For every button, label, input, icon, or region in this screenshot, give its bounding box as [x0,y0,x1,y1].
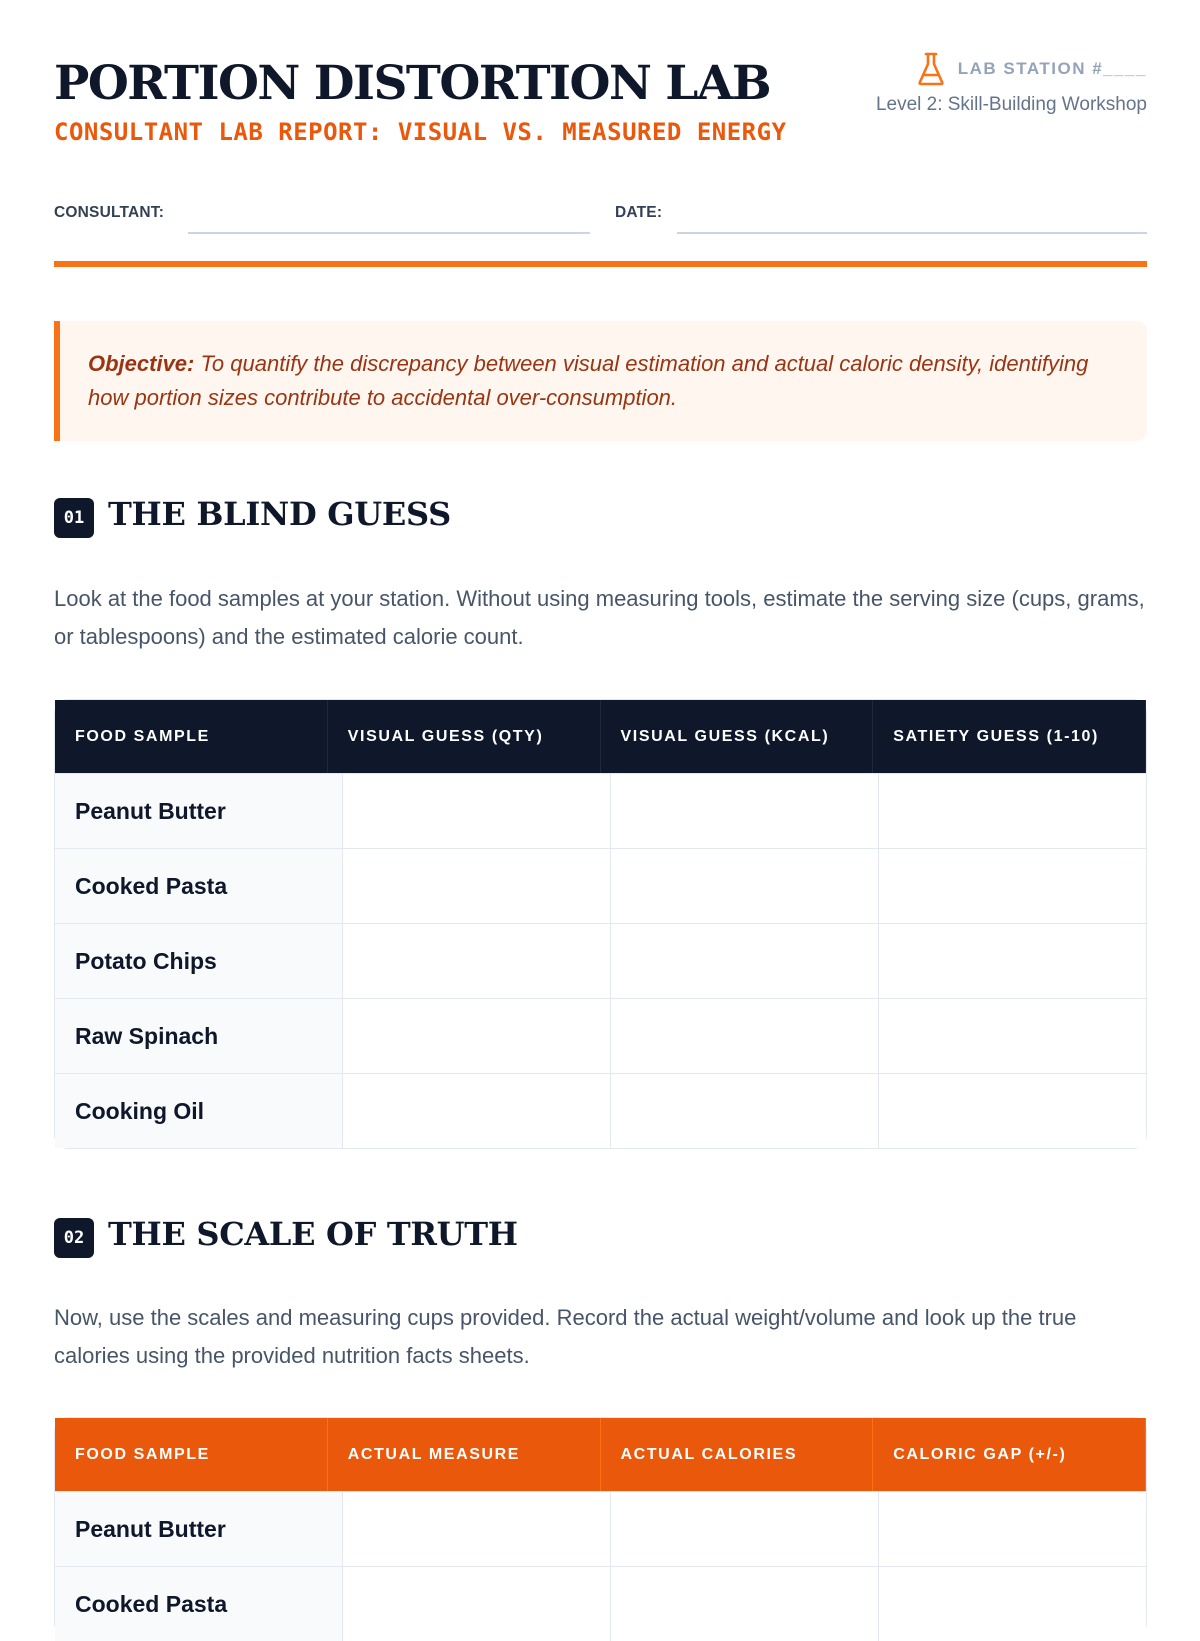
scale-of-truth-table [54,1417,1147,1637]
section-title: THE BLIND GUESS [108,495,451,533]
food-sample-cell: Cooked Pasta [55,849,343,923]
column-header: FOOD SAMPLE [55,700,328,773]
header-divider [54,261,1147,267]
kcal-guess-cell[interactable] [611,849,879,923]
column-header: VISUAL GUESS (QTY) [328,700,601,773]
objective-text: To quantify the discrepancy between visual estimation and actual caloric density, identifying how portion sizes contribute to accidental over-consumption. [88,351,1089,410]
column-header: SATIETY GUESS (1-10) [873,700,1146,773]
section-number-badge: 01 [54,498,94,538]
kcal-guess-cell[interactable] [611,1074,879,1148]
kcal-guess-cell[interactable] [611,999,879,1073]
table-header-row [55,700,1146,773]
table-row [55,923,1146,998]
column-header: FOOD SAMPLE [55,1418,328,1491]
food-sample-cell: Potato Chips [55,924,343,998]
caloric-gap-cell[interactable] [879,1492,1146,1566]
section-title: THE SCALE OF TRUTH [108,1215,518,1253]
date-field[interactable] [677,232,1147,234]
lab-station-label: LAB STATION #____ [957,59,1147,78]
consultant-field[interactable] [188,232,590,234]
actual-calories-cell[interactable] [611,1492,879,1566]
table-row [55,1073,1146,1148]
consultant-label: CONSULTANT: [54,204,165,221]
blind-guess-table [54,699,1147,1149]
objective-callout [54,321,1147,441]
satiety-guess-cell[interactable] [879,1074,1146,1148]
qty-guess-cell[interactable] [343,924,611,998]
food-sample-cell: Cooked Pasta [55,1567,343,1641]
satiety-guess-cell[interactable] [879,849,1146,923]
kcal-guess-cell[interactable] [611,774,879,848]
actual-measure-cell[interactable] [343,1492,611,1566]
satiety-guess-cell[interactable] [879,999,1146,1073]
column-header: CALORIC GAP (+/-) [873,1418,1146,1491]
qty-guess-cell[interactable] [343,774,611,848]
page-subtitle: CONSULTANT LAB REPORT: VISUAL VS. MEASURED ENERGY [54,118,787,146]
column-header: ACTUAL CALORIES [601,1418,874,1491]
column-header: ACTUAL MEASURE [328,1418,601,1491]
qty-guess-cell[interactable] [343,999,611,1073]
section-description: Look at the food samples at your station. Without using measuring tools, estimate the serving size (cups, grams, or tablespoons) and the estimated calorie count. [54,586,1145,649]
table-row [55,848,1146,923]
actual-calories-cell[interactable] [611,1567,879,1641]
table-row [55,773,1146,848]
qty-guess-cell[interactable] [343,849,611,923]
table-row [55,1491,1146,1566]
caloric-gap-cell[interactable] [879,1567,1146,1641]
satiety-guess-cell[interactable] [879,774,1146,848]
food-sample-cell: Peanut Butter [55,1492,343,1566]
flask-icon [918,52,944,86]
station-info [876,52,1147,116]
workshop-level: Level 2: Skill-Building Workshop [875,94,1147,115]
qty-guess-cell[interactable] [343,1074,611,1148]
section-description: Now, use the scales and measuring cups provided. Record the actual weight/volume and look up the true calories using the provided nutrition facts sheets. [54,1305,1077,1368]
table-header-row [55,1418,1146,1491]
date-label: DATE: [615,204,663,221]
column-header: VISUAL GUESS (KCAL) [601,700,874,773]
food-sample-cell: Cooking Oil [55,1074,343,1148]
kcal-guess-cell[interactable] [611,924,879,998]
actual-measure-cell[interactable] [343,1567,611,1641]
food-sample-cell: Raw Spinach [55,999,343,1073]
table-row [55,998,1146,1073]
satiety-guess-cell[interactable] [879,924,1146,998]
section-number-badge: 02 [54,1218,94,1258]
food-sample-cell: Peanut Butter [55,774,343,848]
objective-label: Objective: [88,351,195,376]
table-row [55,1566,1146,1641]
page-title: PORTION DISTORTION LAB [54,56,771,111]
